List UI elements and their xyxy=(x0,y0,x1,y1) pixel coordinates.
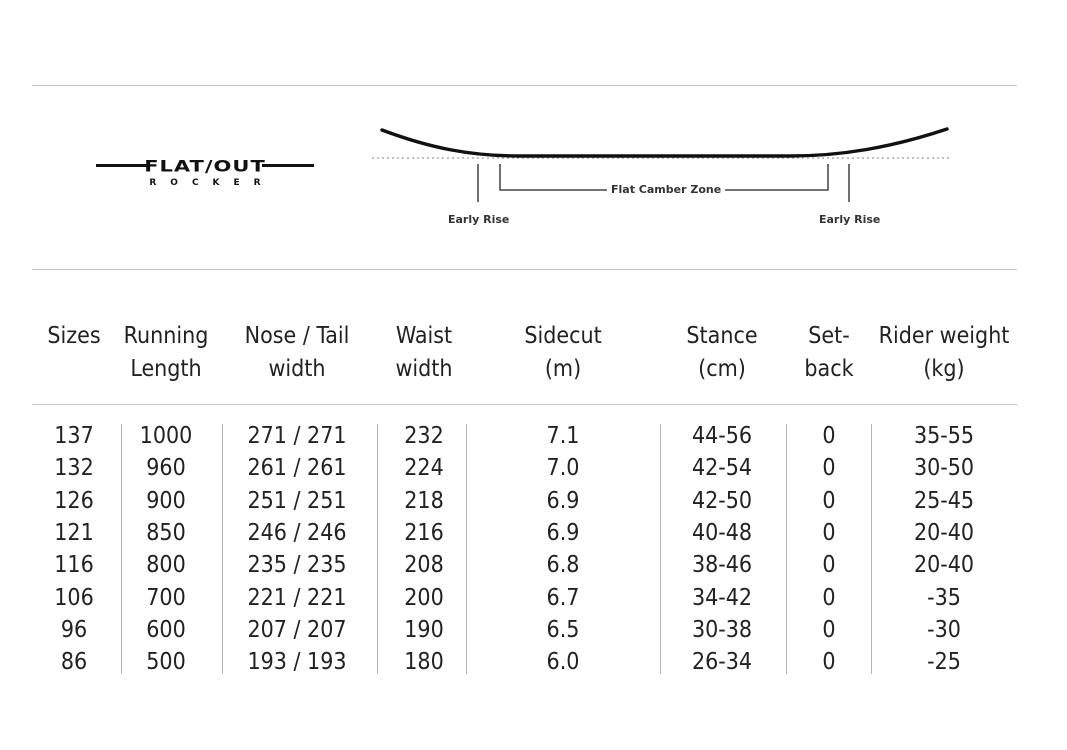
cell-rider-weight: -35 xyxy=(927,584,961,611)
cell-running-length: 600 xyxy=(146,616,186,643)
cell-waist-width: 208 xyxy=(404,552,444,579)
header-sidecut-line1: Sidecut xyxy=(524,323,602,349)
header-rider-weight xyxy=(879,320,1010,386)
cell-setback: 0 xyxy=(822,616,836,643)
cell-nose-tail-width: 193 / 193 xyxy=(247,649,347,676)
cell-sidecut: 7.0 xyxy=(546,455,580,482)
cell-running-length: 800 xyxy=(146,552,186,579)
header-setback-line1: Set- xyxy=(808,323,850,349)
cell-rider-weight: 35-55 xyxy=(913,423,975,449)
flat-out-rocker-logo xyxy=(96,158,314,198)
cell-waist-width: 216 xyxy=(404,519,444,546)
header-sizes xyxy=(47,320,100,353)
cell-nose-tail-width: 246 / 246 xyxy=(247,519,347,546)
header-waist-line1: Waist xyxy=(395,323,453,349)
cell-size: 116 xyxy=(54,552,94,579)
right-early-rise-label: Early Rise xyxy=(819,213,881,226)
header-running-length-line1: Running xyxy=(123,323,209,349)
header-sizes-line1: Sizes xyxy=(47,323,101,349)
cell-waist-width: 218 xyxy=(404,487,444,514)
cell-setback: 0 xyxy=(822,487,836,514)
cell-setback: 0 xyxy=(822,649,836,676)
cell-waist-width: 224 xyxy=(404,455,444,482)
middle-divider xyxy=(32,269,1017,270)
logo-sub-text: ROCKER xyxy=(149,178,275,188)
cell-stance: 42-50 xyxy=(691,487,753,514)
cell-rider-weight: -30 xyxy=(927,616,961,643)
cell-waist-width: 190 xyxy=(404,616,444,643)
column-separator xyxy=(660,424,661,674)
cell-sidecut: 6.5 xyxy=(546,616,580,643)
header-waist-line2: width xyxy=(395,356,453,382)
cell-rider-weight: -25 xyxy=(927,649,961,676)
cell-size: 86 xyxy=(60,649,88,676)
cell-running-length: 900 xyxy=(146,487,186,514)
cell-sidecut: 6.9 xyxy=(546,519,580,546)
cell-sidecut: 6.0 xyxy=(546,649,580,676)
cell-running-length: 960 xyxy=(146,455,186,482)
board-profile-curve xyxy=(382,129,947,156)
header-stance-line1: Stance xyxy=(686,323,758,349)
cell-nose-tail-width: 235 / 235 xyxy=(247,552,347,579)
cell-nose-tail-width: 261 / 261 xyxy=(247,455,347,482)
cell-sidecut: 6.7 xyxy=(546,584,580,611)
cell-stance: 34-42 xyxy=(691,584,753,611)
cell-size: 96 xyxy=(60,616,88,643)
header-stance xyxy=(686,320,757,386)
cell-waist-width: 232 xyxy=(404,423,444,449)
header-sidecut-line2: (m) xyxy=(544,356,582,382)
cell-setback: 0 xyxy=(822,455,836,482)
header-nose-tail-line2: width xyxy=(268,356,326,382)
cell-setback: 0 xyxy=(822,584,836,611)
column-separator xyxy=(377,424,378,674)
cell-size: 121 xyxy=(54,519,94,546)
cell-rider-weight: 20-40 xyxy=(913,552,975,579)
cell-waist-width: 200 xyxy=(404,584,444,611)
cell-setback: 0 xyxy=(822,423,836,449)
cell-stance: 26-34 xyxy=(691,649,753,676)
header-nose-tail-line1: Nose / Tail xyxy=(244,323,350,349)
header-rider-weight-line2: (kg) xyxy=(923,356,965,382)
flat-camber-zone-label: Flat Camber Zone xyxy=(607,183,725,196)
column-separator xyxy=(121,424,122,674)
cell-stance: 38-46 xyxy=(691,552,753,579)
cell-setback: 0 xyxy=(822,519,836,546)
logo-main-text: FLAT/OUT xyxy=(144,156,266,176)
cell-running-length: 1000 xyxy=(139,423,193,449)
top-divider xyxy=(32,85,1017,86)
cell-rider-weight: 30-50 xyxy=(913,455,975,482)
column-separator xyxy=(466,424,467,674)
cell-sidecut: 6.8 xyxy=(546,552,580,579)
header-rider-weight-line1: Rider weight xyxy=(878,323,1010,349)
header-running-length-line2: Length xyxy=(130,356,202,382)
table-header-divider xyxy=(32,404,1017,405)
column-separator xyxy=(786,424,787,674)
header-waist-width xyxy=(395,320,452,386)
cell-size: 106 xyxy=(54,584,94,611)
cell-nose-tail-width: 271 / 271 xyxy=(247,423,347,449)
cell-stance: 40-48 xyxy=(691,519,753,546)
cell-nose-tail-width: 221 / 221 xyxy=(247,584,347,611)
cell-setback: 0 xyxy=(822,552,836,579)
header-setback-line2: back xyxy=(804,356,854,382)
column-separator xyxy=(871,424,872,674)
cell-sidecut: 6.9 xyxy=(546,487,580,514)
header-running-length xyxy=(124,320,209,386)
cell-size: 126 xyxy=(54,487,94,514)
left-early-rise-label: Early Rise xyxy=(448,213,510,226)
rocker-profile-diagram xyxy=(360,118,970,238)
cell-waist-width: 180 xyxy=(404,649,444,676)
cell-size: 137 xyxy=(54,423,94,449)
column-separator xyxy=(222,424,223,674)
cell-running-length: 700 xyxy=(146,584,186,611)
cell-rider-weight: 25-45 xyxy=(913,487,975,514)
cell-stance: 42-54 xyxy=(691,455,753,482)
cell-size: 132 xyxy=(54,455,94,482)
cell-running-length: 500 xyxy=(146,649,186,676)
cell-stance: 30-38 xyxy=(691,616,753,643)
cell-rider-weight: 20-40 xyxy=(913,519,975,546)
cell-nose-tail-width: 207 / 207 xyxy=(247,616,347,643)
header-sidecut xyxy=(524,320,601,386)
cell-nose-tail-width: 251 / 251 xyxy=(247,487,347,514)
header-nose-tail-width xyxy=(245,320,350,386)
header-setback xyxy=(804,320,853,386)
header-stance-line2: (cm) xyxy=(698,356,746,382)
cell-sidecut: 7.1 xyxy=(546,423,580,449)
cell-running-length: 850 xyxy=(146,519,186,546)
cell-stance: 44-56 xyxy=(691,423,753,449)
